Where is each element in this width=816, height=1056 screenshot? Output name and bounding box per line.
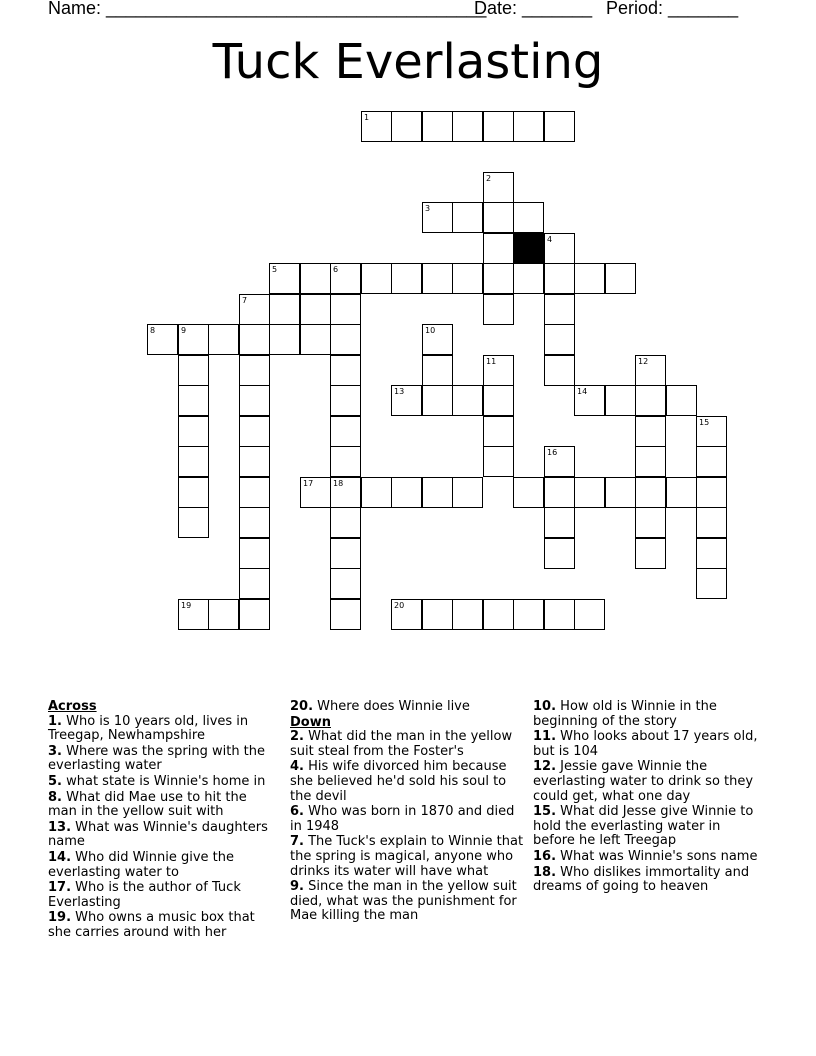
clue-number: 9.: [290, 879, 304, 895]
clue-number: 9: [181, 326, 187, 335]
clue-number: 16.: [533, 848, 557, 864]
crossword-cell[interactable]: [361, 263, 392, 294]
clue-text: Who is the author of Tuck Everlasting: [48, 880, 241, 910]
crossword-cell[interactable]: [452, 385, 483, 416]
crossword-cell[interactable]: [483, 599, 514, 630]
crossword-cell[interactable]: [239, 507, 270, 538]
clue-number: 5.: [48, 773, 62, 789]
crossword-cell[interactable]: [239, 568, 270, 599]
crossword-cell[interactable]: [635, 355, 666, 386]
across-clue: [48, 791, 273, 820]
clue-text: Where does Winnie live: [313, 699, 470, 714]
crossword-cell[interactable]: [239, 446, 270, 477]
crossword-cell[interactable]: [330, 507, 361, 538]
crossword-cell[interactable]: [696, 477, 727, 508]
clue-number: 14: [577, 387, 588, 396]
down-clue: [290, 730, 526, 759]
down-clue: [533, 760, 765, 804]
clue-text: Jessie gave Winnie the everlasting water to drink so they could get, what one day: [533, 759, 754, 804]
clue-number: 14.: [48, 849, 72, 865]
crossword-cell[interactable]: [422, 324, 453, 355]
crossword-cell[interactable]: [696, 507, 727, 538]
clue-text: Who dislikes immortality and dreams of going to heaven: [533, 864, 750, 895]
clue-number: 1.: [48, 713, 62, 729]
clue-number: 20: [394, 601, 405, 610]
clue-number: 10.: [533, 699, 557, 714]
across-clue: [290, 700, 526, 715]
crossword-cell[interactable]: [330, 324, 361, 355]
clue-number: 7: [242, 296, 248, 305]
crossword-cell[interactable]: [544, 111, 575, 142]
crossword-cell[interactable]: [239, 477, 270, 508]
crossword-cell[interactable]: [544, 355, 575, 386]
crossword-cell[interactable]: [300, 324, 331, 355]
clue-number: 13: [394, 387, 405, 396]
across-clue: [48, 745, 273, 774]
crossword-cell[interactable]: [483, 416, 514, 447]
down-clue: [290, 880, 526, 924]
crossword-cell[interactable]: [422, 385, 453, 416]
crossword-cell[interactable]: [483, 446, 514, 477]
clue-number: 1: [364, 113, 370, 122]
crossword-cell[interactable]: [574, 599, 605, 630]
down-clue: [533, 730, 765, 759]
crossword-cell[interactable]: [330, 294, 361, 325]
period-field-label: Period: _______: [606, 0, 739, 18]
across-clue: [48, 851, 273, 880]
crossword-cell[interactable]: [544, 233, 575, 264]
clue-number: 3.: [48, 743, 62, 759]
crossword-cell[interactable]: [330, 385, 361, 416]
across-clue: [48, 715, 273, 744]
down-clue: [290, 805, 526, 834]
crossword-cell[interactable]: [330, 568, 361, 599]
crossword-cell[interactable]: [330, 599, 361, 630]
crossword-cell[interactable]: [483, 172, 514, 203]
crossword-cell[interactable]: [391, 263, 422, 294]
down-clue: [290, 835, 526, 879]
clue-text: The Tuck's explain to Winnie that the spring is magical, anyone who drinks its water will have what: [290, 834, 524, 879]
crossword-cell[interactable]: [605, 385, 636, 416]
crossword-cell[interactable]: [452, 202, 483, 233]
crossword-cell[interactable]: [513, 111, 544, 142]
crossword-cell[interactable]: [361, 111, 392, 142]
crossword-cell[interactable]: [178, 599, 209, 630]
clue-text: What was Winnie's daughters name: [48, 819, 268, 850]
clue-text: Where was the spring with the everlasting water: [48, 743, 266, 774]
crossword-cell[interactable]: [391, 599, 422, 630]
crossword-cell[interactable]: [544, 538, 575, 569]
clue-number: 4: [547, 235, 553, 244]
clue-number: 6.: [290, 804, 304, 820]
clues-column-3: [533, 700, 765, 896]
clue-text: What did the man in the yellow suit steal from the Foster's: [290, 729, 513, 759]
crossword-cell[interactable]: [239, 324, 270, 355]
crossword-cell[interactable]: [696, 446, 727, 477]
across-heading: Across: [48, 699, 97, 714]
crossword-cell[interactable]: [178, 416, 209, 447]
crossword-cell[interactable]: [330, 446, 361, 477]
crossword-cell[interactable]: [330, 355, 361, 386]
clue-number: 15: [699, 418, 710, 427]
clue-number: 7.: [290, 834, 304, 850]
clue-number: 18.: [533, 864, 557, 880]
date-field-label: Date: _______: [474, 0, 593, 18]
crossword-cell[interactable]: [178, 355, 209, 386]
clue-text: His wife divorced him because she believed he'd sold his soul to the devil: [290, 759, 507, 804]
crossword-cell[interactable]: [635, 416, 666, 447]
crossword-cell[interactable]: [635, 507, 666, 538]
crossword-cell[interactable]: [483, 294, 514, 325]
crossword-cell[interactable]: [574, 477, 605, 508]
clue-number: 17.: [48, 880, 72, 896]
crossword-cell[interactable]: [452, 599, 483, 630]
clue-number: 20.: [290, 699, 314, 714]
name-field-label: Name: ______________________________________: [48, 0, 487, 18]
clue-text: Who was born in 1870 and died in 1948: [290, 804, 515, 834]
clue-number: 11.: [533, 729, 557, 745]
crossword-cell[interactable]: [330, 416, 361, 447]
crossword-cell[interactable]: [208, 599, 239, 630]
crossword-cell[interactable]: [544, 599, 575, 630]
clue-number: 8.: [48, 789, 62, 805]
crossword-cell[interactable]: [483, 385, 514, 416]
crossword-cell[interactable]: [483, 355, 514, 386]
clue-text: How old is Winnie in the beginning of the story: [533, 699, 717, 729]
down-heading: Down: [290, 714, 331, 730]
crossword-cell[interactable]: [696, 568, 727, 599]
page-title: Tuck Everlasting: [212, 34, 604, 90]
crossword-cell[interactable]: [635, 446, 666, 477]
crossword-cell[interactable]: [483, 233, 514, 264]
crossword-cell[interactable]: [178, 324, 209, 355]
clue-number: 2.: [290, 729, 304, 745]
across-clue: [48, 775, 273, 790]
crossword-cell[interactable]: [635, 538, 666, 569]
crossword-cell[interactable]: [178, 385, 209, 416]
crossword-cell[interactable]: [452, 111, 483, 142]
clue-number: 2: [486, 174, 492, 183]
clue-text: Who owns a music box that she carries around with her: [48, 910, 255, 940]
crossword-cell[interactable]: [300, 263, 331, 294]
clue-number: 13.: [48, 819, 72, 835]
clue-number: 12.: [533, 759, 557, 775]
crossword-cell[interactable]: [422, 263, 453, 294]
clue-number: 10: [425, 326, 436, 335]
crossword-cell[interactable]: [422, 477, 453, 508]
crossword-cell[interactable]: [391, 111, 422, 142]
crossword-cell[interactable]: [452, 477, 483, 508]
clue-text: Since the man in the yellow suit died, what was the punishment for Mae killing the man: [290, 879, 517, 924]
crossword-cell[interactable]: [544, 263, 575, 294]
across-clue: [48, 821, 273, 850]
clues-column-2: [290, 700, 526, 925]
clue-number: 12: [638, 357, 649, 366]
crossword-cell[interactable]: [361, 477, 392, 508]
crossword-cell[interactable]: [483, 263, 514, 294]
crossword-cell[interactable]: [391, 477, 422, 508]
crossword-cell[interactable]: [239, 385, 270, 416]
crossword-cell[interactable]: [513, 263, 544, 294]
crossword-cell[interactable]: [300, 294, 331, 325]
clues-column-1: [48, 700, 273, 942]
clue-number: 16: [547, 448, 558, 457]
crossword-cell[interactable]: [635, 477, 666, 508]
clue-number: 17: [303, 479, 314, 488]
crossword-cell[interactable]: [422, 599, 453, 630]
clue-number: 11: [486, 357, 497, 366]
clue-text: what state is Winnie's home in: [61, 773, 266, 789]
crossword-cell[interactable]: [422, 355, 453, 386]
crossword-cell[interactable]: [513, 599, 544, 630]
down-clue: [533, 805, 765, 849]
crossword-cell[interactable]: [452, 263, 483, 294]
clue-text: What did Mae use to hit the man in the yellow suit with: [48, 789, 247, 820]
crossword-cell[interactable]: [239, 294, 270, 325]
down-clue: [533, 866, 765, 895]
clue-number: 19: [181, 601, 192, 610]
down-clue-list: [290, 730, 526, 924]
clue-number: 6: [333, 265, 339, 274]
crossword-cell[interactable]: [269, 263, 300, 294]
crossword-cell[interactable]: [178, 477, 209, 508]
crossword-cell[interactable]: [605, 263, 636, 294]
clue-text: Who looks about 17 years old, but is 104: [533, 729, 758, 759]
crossword-cell[interactable]: [239, 355, 270, 386]
crossword-cell[interactable]: [422, 111, 453, 142]
crossword-cell[interactable]: [696, 416, 727, 447]
clue-number: 5: [272, 265, 278, 274]
clue-number: 8: [150, 326, 156, 335]
down-clue-list-continued: [533, 700, 765, 895]
clue-number: 18: [333, 479, 344, 488]
crossword-cell[interactable]: [330, 538, 361, 569]
crossword-cell[interactable]: [269, 294, 300, 325]
across-clue-list-continued: [290, 700, 526, 715]
crossword-cell[interactable]: [574, 263, 605, 294]
crossword-cell[interactable]: [666, 385, 697, 416]
clue-text: What did Jesse give Winnie to hold the everlasting water in before he left Treegap: [533, 804, 754, 849]
crossword-cell[interactable]: [544, 324, 575, 355]
across-clue: [48, 881, 273, 910]
crossword-cell[interactable]: [483, 111, 514, 142]
crossword-cell[interactable]: [239, 599, 270, 630]
down-clue: [533, 700, 765, 729]
crossword-cell[interactable]: [513, 202, 544, 233]
crossword-cell[interactable]: [239, 538, 270, 569]
crossword-cell[interactable]: [239, 416, 270, 447]
across-clue-list: [48, 715, 273, 941]
crossword-cell[interactable]: [605, 477, 636, 508]
crossword-cell[interactable]: [483, 202, 514, 233]
crossword-cell[interactable]: [147, 324, 178, 355]
crossword-cell[interactable]: [269, 324, 300, 355]
clue-number: 19.: [48, 910, 72, 926]
clue-text: What was Winnie's sons name: [556, 848, 758, 864]
down-clue: [290, 760, 526, 804]
crossword-cell[interactable]: [330, 263, 361, 294]
crossword-cell[interactable]: [208, 324, 239, 355]
crossword-cell[interactable]: [178, 446, 209, 477]
crossword-cell[interactable]: [544, 507, 575, 538]
crossword-cell[interactable]: [574, 385, 605, 416]
crossword-cell[interactable]: [422, 202, 453, 233]
clue-number: 4.: [290, 759, 304, 775]
crossword-cell[interactable]: [666, 477, 697, 508]
clue-text: Who did Winnie give the everlasting water to: [48, 849, 235, 880]
crossword-cell[interactable]: [391, 385, 422, 416]
crossword-cell[interactable]: [178, 507, 209, 538]
crossword-cell[interactable]: [300, 477, 331, 508]
across-clue: [48, 911, 273, 940]
crossword-cell[interactable]: [696, 538, 727, 569]
clue-number: 15.: [533, 804, 557, 820]
crossword-cell[interactable]: [635, 385, 666, 416]
crossword-cell[interactable]: [330, 477, 361, 508]
clue-number: 3: [425, 204, 431, 213]
crossword-cell[interactable]: [513, 477, 544, 508]
crossword-cell[interactable]: [544, 446, 575, 477]
crossword-cell[interactable]: [544, 294, 575, 325]
clue-text: Who is 10 years old, lives in Treegap, Newhampshire: [48, 713, 249, 744]
crossword-black-cell: [513, 233, 544, 264]
down-clue: [533, 850, 765, 865]
crossword-cell[interactable]: [544, 477, 575, 508]
